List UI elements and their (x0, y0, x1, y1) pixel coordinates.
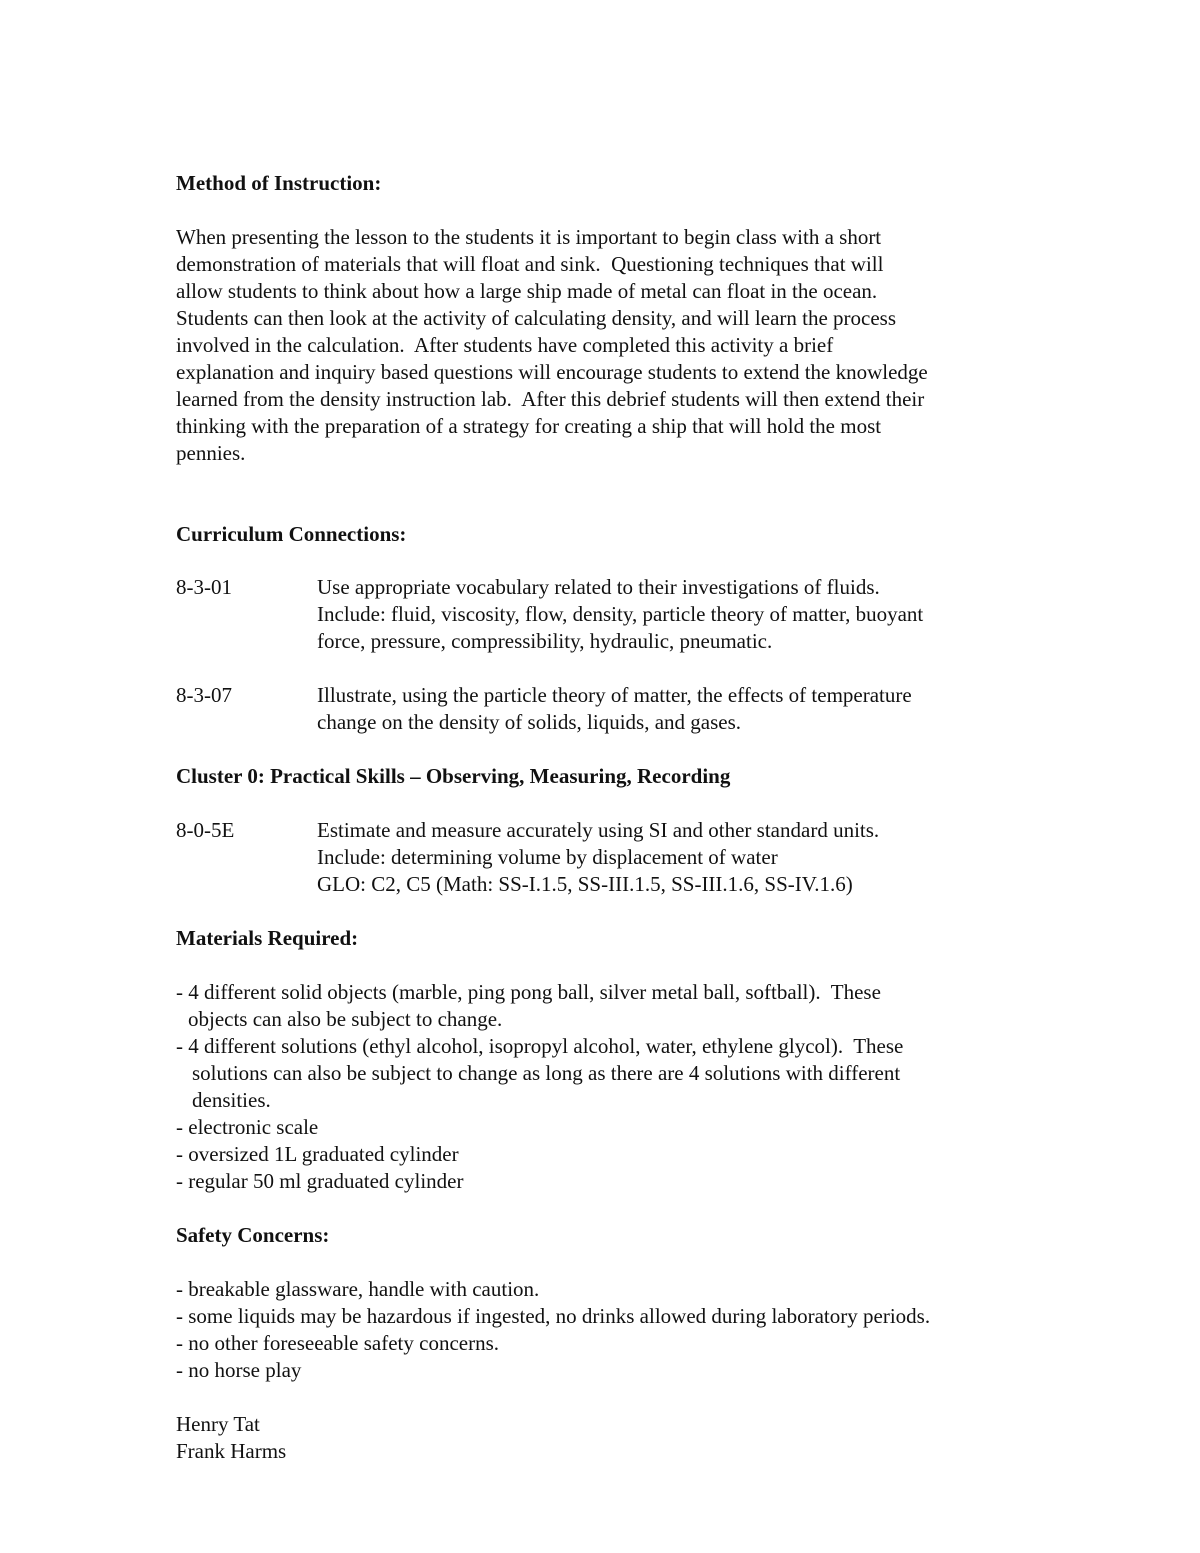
outcome-8-0-5e (176, 817, 1056, 898)
safety-line: - no other foreseeable safety concerns. (176, 1331, 500, 1355)
method-paragraph (176, 224, 1056, 467)
material-line: - 4 different solutions (ethyl alcohol, isopropyl alcohol, water, ethylene glycol). These (176, 1034, 904, 1058)
paragraph-line: learned from the density instruction lab. After this debrief students will then extend their (176, 387, 925, 411)
outcome-8-3-01 (176, 574, 1056, 655)
material-item (176, 979, 1056, 1033)
method-section (176, 170, 1056, 467)
material-item (176, 1114, 1056, 1141)
material-line: - oversized 1L graduated cylinder (176, 1142, 459, 1166)
material-line: - electronic scale (176, 1115, 319, 1139)
paragraph-line: allow students to think about how a large ship made of metal can float in the ocean. (176, 279, 878, 303)
material-line: - regular 50 ml graduated cylinder (176, 1169, 464, 1193)
curriculum-heading: Curriculum Connections: (176, 522, 407, 546)
material-line: - 4 different solid objects (marble, ping pong ball, silver metal ball, softball). These (176, 980, 881, 1004)
outcome-8-3-07 (176, 682, 1056, 736)
paragraph-line: thinking with the preparation of a strategy for creating a ship that will hold the most (176, 414, 882, 438)
author-name: Frank Harms (176, 1439, 287, 1463)
outcome-line: force, pressure, compressibility, hydraulic, pneumatic. (317, 629, 773, 653)
outcome-code: 8-3-01 (176, 575, 232, 599)
paragraph-line: pennies. (176, 441, 246, 465)
safety-section (176, 1222, 1056, 1384)
material-item (176, 1033, 1056, 1114)
paragraph-line: When presenting the lesson to the students it is important to begin class with a short (176, 225, 882, 249)
safety-line: - breakable glassware, handle with caution. (176, 1277, 540, 1301)
paragraph-line: involved in the calculation. After students have completed this activity a brief (176, 333, 834, 357)
outcome-line: Use appropriate vocabulary related to their investigations of fluids. (317, 575, 880, 599)
outcome-line: Include: fluid, viscosity, flow, density, particle theory of matter, buoyant (317, 602, 924, 626)
paragraph-line: Students can then look at the activity of calculating density, and will learn the process (176, 306, 897, 330)
outcome-line: Illustrate, using the particle theory of matter, the effects of temperature (317, 683, 912, 707)
outcome-line: GLO: C2, C5 (Math: SS-I.1.5, SS-III.1.5, SS-III.1.6, SS-IV.1.6) (317, 872, 853, 896)
safety-item (176, 1330, 1056, 1357)
outcome-text (317, 817, 879, 898)
author-name: Henry Tat (176, 1412, 260, 1436)
outcome-code: 8-3-07 (176, 683, 232, 707)
safety-line: - some liquids may be hazardous if ingested, no drinks allowed during laboratory periods. (176, 1304, 931, 1328)
material-line: densities. (192, 1088, 271, 1112)
materials-heading: Materials Required: (176, 926, 359, 950)
safety-line: - no horse play (176, 1358, 302, 1382)
material-line: objects can also be subject to change. (188, 1007, 503, 1031)
safety-item (176, 1303, 1056, 1330)
material-line: solutions can also be subject to change as long as there are 4 solutions with different (192, 1061, 901, 1085)
outcome-line: Include: determining volume by displacement of water (317, 845, 778, 869)
material-item (176, 1168, 1056, 1195)
outcome-text (317, 682, 912, 736)
cluster-heading: Cluster 0: Practical Skills – Observing, Measuring, Recording (176, 764, 731, 788)
outcome-text (317, 574, 923, 655)
safety-heading: Safety Concerns: (176, 1223, 330, 1247)
curriculum-section (176, 521, 1056, 736)
paragraph-line: explanation and inquiry based questions will encourage students to extend the knowledge (176, 360, 928, 384)
material-item (176, 1141, 1056, 1168)
materials-section (176, 925, 1056, 1195)
outcome-code: 8-0-5E (176, 818, 235, 842)
outcome-line: Estimate and measure accurately using SI and other standard units. (317, 818, 880, 842)
document-page (176, 170, 1056, 1465)
safety-item (176, 1357, 1056, 1384)
outcome-line: change on the density of solids, liquids, and gases. (317, 710, 742, 734)
method-heading: Method of Instruction: (176, 171, 382, 195)
paragraph-line: demonstration of materials that will float and sink. Questioning techniques that will (176, 252, 884, 276)
cluster-section (176, 763, 1056, 898)
safety-item (176, 1276, 1056, 1303)
authors-section (176, 1411, 1056, 1465)
